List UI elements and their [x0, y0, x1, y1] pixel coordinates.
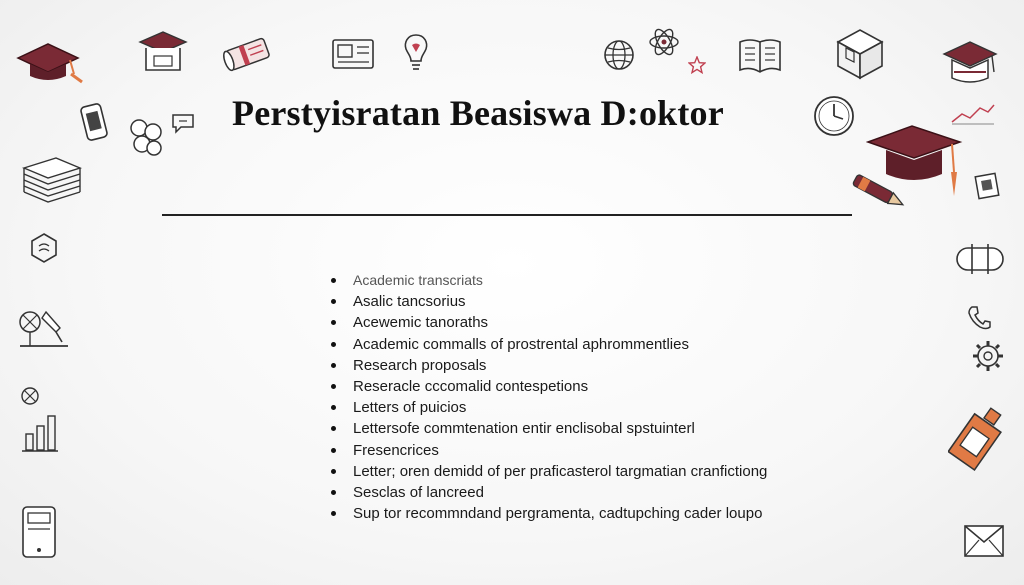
clock-icon — [812, 94, 856, 138]
speech-bubble-icon — [170, 112, 196, 134]
list-item: Letter; oren demidd of per praficasterol targmatian cranfictiong — [330, 463, 770, 480]
open-book-icon — [738, 36, 782, 76]
phone-handset-icon — [966, 304, 992, 332]
list-item: Reseracle cccomalid contespetions — [330, 378, 770, 395]
diploma-roll-icon — [220, 32, 276, 78]
list-item: Asalic tancsorius — [330, 293, 770, 310]
list-item: Sesclas of lancreed — [330, 484, 770, 501]
title-divider — [162, 214, 852, 216]
pen-icon — [846, 170, 912, 214]
list-item: Research proposals — [330, 357, 770, 374]
atom-small-icon — [20, 386, 40, 406]
document-icon — [974, 172, 1000, 200]
globe-icon — [602, 38, 636, 72]
cap-box-icon — [136, 30, 190, 78]
microscope-icon — [16, 306, 72, 352]
graduation-cap-icon — [14, 38, 88, 90]
phone-icon — [78, 102, 110, 142]
star-icon — [688, 56, 706, 74]
people-icon — [126, 116, 168, 158]
bar-chart-icon — [20, 412, 60, 454]
gear-icon — [970, 338, 1006, 374]
list-item: Letters of puicios — [330, 399, 770, 416]
bottle-icon — [948, 402, 1008, 472]
list-item: Sup tor recommndand pergramenta, cadtupching cader loupo — [330, 505, 770, 522]
page-title: Perstyisratan Beasiswa D:oktor — [232, 93, 724, 133]
capsule-icon — [954, 240, 1006, 278]
list-item: Acewemic tanoraths — [330, 314, 770, 331]
paper-stack-icon — [20, 154, 84, 210]
list-item: Academic commalls of prostrental aphrommentlies — [330, 336, 770, 353]
envelope-icon — [962, 520, 1006, 560]
box-icon — [832, 26, 888, 80]
graduation-cap-icon — [940, 38, 1002, 90]
certificate-icon — [331, 38, 375, 70]
requirements-list — [330, 272, 770, 526]
lightbulb-icon — [401, 32, 431, 72]
atom-icon — [648, 26, 680, 58]
list-item: Fresencrices — [330, 442, 770, 459]
hexagon-icon — [29, 232, 59, 264]
tablet-icon — [20, 504, 58, 560]
list-item: Lettersofe commtenation entir enclisobal spstuinterl — [330, 420, 770, 437]
list-item: Academic transcriats — [330, 272, 770, 289]
